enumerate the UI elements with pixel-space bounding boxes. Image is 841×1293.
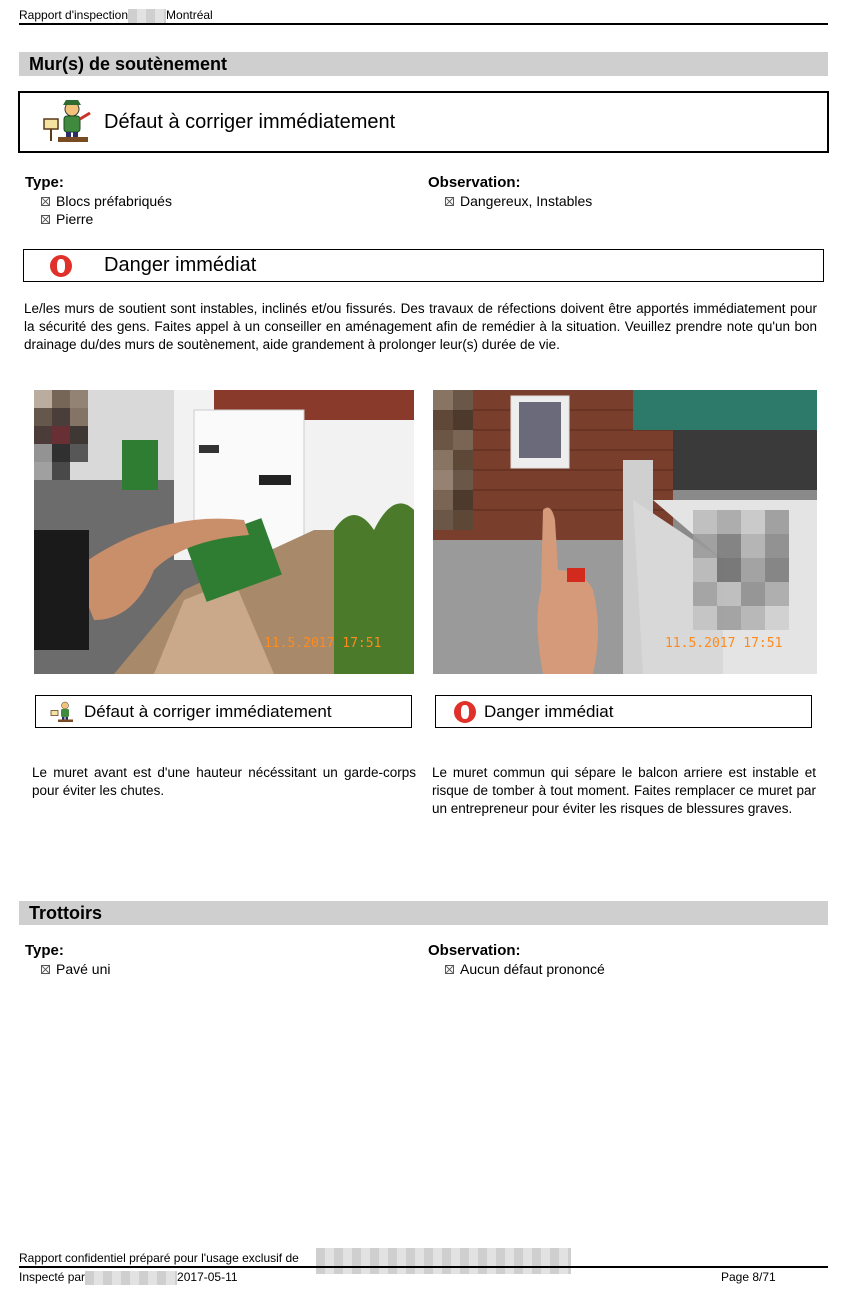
observation-label: Observation: — [428, 174, 521, 191]
footer-confidential-text: Rapport confidentiel préparé pour l'usage exclusif de — [19, 1251, 299, 1265]
photo-caption-defect — [35, 695, 412, 728]
photo-rear-wall-image — [433, 390, 817, 674]
page-header — [19, 7, 828, 25]
checkbox-icon — [41, 197, 50, 206]
footer-inspected-by — [19, 1270, 238, 1285]
footer-confidential — [19, 1251, 299, 1265]
observation-label: Observation: — [428, 942, 521, 959]
type-value: Pierre — [56, 211, 94, 227]
photo-front-wall-image — [34, 390, 414, 674]
defect-label: Défaut à corriger immédiatement — [104, 110, 396, 133]
caption-label: Défaut à corriger immédiatement — [84, 701, 332, 721]
defect-banner — [18, 91, 829, 153]
photo-note: Le muret commun qui sépare le balcon arriere est instable et risque de tomber à tout moment. Faites remplacer ce muret par un entrepreneur pour éviter les risques de blessures graves. — [432, 765, 816, 816]
type-item — [41, 211, 93, 227]
photo-timestamp: 11.5.2017 17:51 — [665, 636, 783, 651]
type-item — [41, 193, 172, 209]
redacted-address — [128, 9, 166, 23]
danger-banner — [23, 249, 824, 282]
type-label: Type: — [25, 942, 64, 959]
stop-sign-icon — [454, 701, 476, 723]
page-number: Page 8/71 — [721, 1270, 776, 1284]
redacted-client-name — [316, 1248, 571, 1274]
redacted-inspector — [85, 1271, 177, 1285]
observation-value: Aucun défaut prononcé — [460, 961, 605, 977]
photo-rear-wall — [433, 390, 817, 674]
header-city: Montréal — [166, 8, 213, 22]
checkbox-icon — [445, 965, 454, 974]
photo-timestamp: 11.5.2017 17:51 — [264, 636, 382, 651]
observation-value: Dangereux, Instables — [460, 193, 593, 209]
photo-note: Le muret avant est d'une hauteur nécéssitant un garde-corps pour éviter les chutes. — [32, 765, 416, 798]
section-title-sidewalks: Trottoirs — [19, 901, 828, 925]
section-description: Le/les murs de soutient sont instables, inclinés et/ou fissurés. Des travaux de réfections doivent être apportés immédiatement pour la sécurité des gens. Faites appel à un conseiller en aménagement afin de remédier à la situation. Veuillez prendre note qu'un bon drainage du/des murs de soutènement, aide grandement à prolonger leur(s) durée de vie. — [24, 301, 817, 352]
inspector-icon — [42, 99, 94, 145]
danger-label: Danger immédiat — [104, 254, 257, 276]
footer-rule — [19, 1266, 828, 1268]
checkbox-icon — [41, 215, 50, 224]
checkbox-icon — [445, 197, 454, 206]
type-item — [41, 961, 110, 977]
report-title: Rapport d'inspection — [19, 8, 129, 22]
inspection-date: 2017-05-11 — [177, 1270, 238, 1284]
inspected-by-label: Inspecté par — [19, 1270, 86, 1284]
observation-item — [445, 193, 592, 209]
observation-item — [445, 961, 605, 977]
section-title-retaining-walls: Mur(s) de soutènement — [19, 52, 828, 76]
inspector-icon — [50, 700, 76, 724]
type-label: Type: — [25, 174, 64, 191]
photo-caption-danger — [435, 695, 812, 728]
type-value: Blocs préfabriqués — [56, 193, 172, 209]
checkbox-icon — [41, 965, 50, 974]
type-value: Pavé uni — [56, 961, 111, 977]
caption-label: Danger immédiat — [484, 701, 614, 721]
photo-front-wall — [34, 390, 414, 674]
stop-sign-icon — [50, 255, 72, 277]
